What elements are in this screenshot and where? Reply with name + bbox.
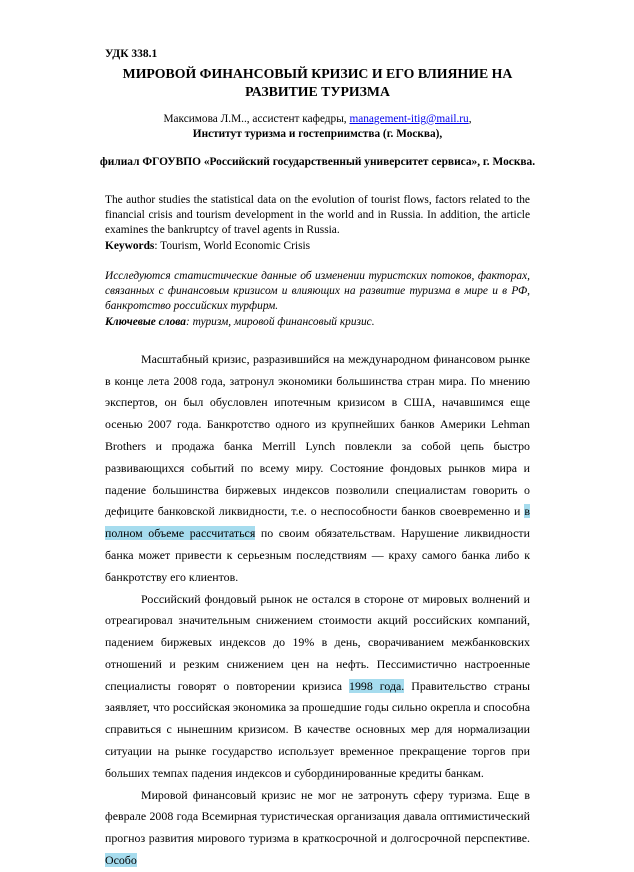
body-paragraph-3 (105, 785, 530, 872)
paragraph-3-text: Мировой финансовый кризис не мог не затронуть сферу туризма. Еще в феврале 2008 года Всемирная туристическая организация давала оптимистический прогноз развития мирового туризма в краткосрочной и долгосрочной перспективе. (105, 787, 530, 846)
article-title: МИРОВОЙ ФИНАНСОВЫЙ КРИЗИС И ЕГО ВЛИЯНИЕ НА РАЗВИТИЕ ТУРИЗМА (122, 65, 513, 99)
paragraph-2-highlighted-text: 1998 года. (349, 678, 405, 693)
keywords-russian-label: Ключевые слова (105, 315, 186, 328)
keywords-russian-line (105, 315, 530, 330)
paragraph-1-highlighted-text: в полном объеме рассчитаться (105, 504, 530, 541)
paragraph-3-highlighted-text: Особо (105, 852, 137, 867)
keywords-russian-value: : туризм, мировой финансовый кризис. (185, 315, 375, 328)
keywords-english-value: : Tourism, World Economic Crisis (154, 239, 311, 252)
abstract-english (105, 193, 530, 254)
paragraph-2-text-continued: Правительство страны заявляет, что российская экономика за прошедшие годы сильно окрепла и способна справиться с нынешним кризисом. В качестве основных мер для нормализации ситуации на рынке государство использует временное прекращение торгов при больших темпах падения индексов и субординированные кредиты банкам. (105, 678, 530, 780)
author-name-text: Максимова Л.М.., ассистент кафедры, (163, 112, 350, 125)
author-line (105, 112, 530, 127)
abstract-russian (105, 269, 530, 330)
abstract-english-text: The author studies the statistical data on the evolution of tourist flows, factors related to the financial crisis and tourism development in the world and in Russia. In addition, the article examines the bankruptcy of travel agents in Russia. (105, 193, 530, 237)
author-email-link[interactable]: management-itig@mail.ru (349, 112, 469, 125)
affiliation-university: филиал ФГОУВПО «Российский государственный университет сервиса», г. Москва. (99, 156, 536, 169)
body-paragraph-2 (105, 589, 530, 785)
article-body (105, 349, 530, 872)
paragraph-2-text: Российский фондовый рынок не остался в стороне от мировых волнений и отреагировал значительным снижением стоимости акций российских компаний, падением биржевых индексов до 19% в день, сворачиванием межбанковских отношений и резким снижением цен на нефть. Пессимистично настроенные специалисты говорят о повторении кризиса (105, 591, 530, 693)
author-line-suffix: , (468, 112, 472, 125)
paragraph-1-text-continued: по своим обязательствам. Нарушение ликвидности банка может привести к серьезным последствиям — краху самого банка либо к банкротству его клиентов. (105, 526, 530, 584)
udk-code: УДК 338.1 (105, 48, 158, 60)
body-paragraph-1 (105, 349, 530, 589)
keywords-english-label: Keywords (105, 239, 155, 252)
affiliation-institute: Институт туризма и гостеприимства (г. Москва), (192, 128, 443, 141)
abstract-russian-text: Исследуются статистические данные об изменении туристских потоков, факторах, связанных с финансовым кризисом и влияющих на развитие туризма в мире и в РФ, банкротство российских турфирм. (105, 269, 530, 313)
paragraph-1-text: Масштабный кризис, разразившийся на международном финансовом рынке в конце лета 2008 года, затронул экономики большинства стран мира. По мнению экспертов, он был обусловлен ипотечным кризисом в США, начавшимся еще осенью 2007 года. Банкротство одного из крупнейших банков Америки Lehman Brothers и продажа банка Merrill Lynch повлекли за собой цепь быстро развивающихся событий по всему миру. Состояние фондовых рынков мира и падение большинства биржевых индексов позволили специалистам говорить о дефиците банковской ликвидности, т.е. о неспособности банков своевременно и (105, 351, 530, 519)
keywords-english-line (105, 239, 530, 254)
